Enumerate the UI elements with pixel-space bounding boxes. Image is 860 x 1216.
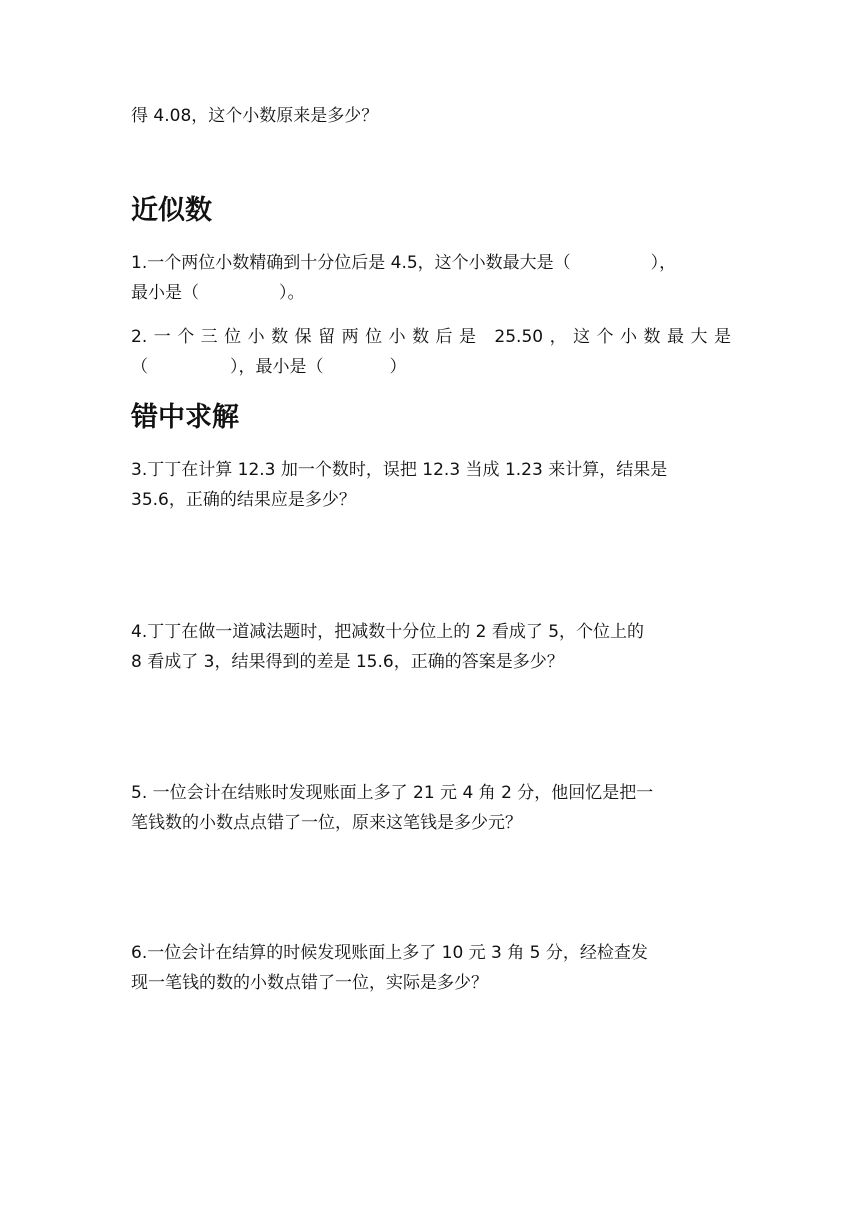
continued-question-line: 得 4.08，这个小数原来是多少？ xyxy=(131,106,379,126)
question-3-line-1: 3.丁丁在计算 12.3 加一个数时，误把 12.3 当成 1.23 来计算，结果是 xyxy=(131,460,668,480)
question-2-text: （ xyxy=(131,357,148,377)
question-5-line-2: 笔钱数的小数点点错了一位，原来这笔钱是多少元？ xyxy=(131,813,522,833)
question-4-line-2: 8 看成了 3，结果得到的差是 15.6，正确的答案是多少？ xyxy=(131,652,564,672)
question-2-text: ），最小是（ xyxy=(230,357,324,377)
question-1-text: 1.一个两位小数精确到十分位后是 4.5，这个小数最大是（ xyxy=(131,253,571,273)
question-2-line-1: 2.一个三位小数保留两位小数后是 25.50，这个小数最大是 xyxy=(131,327,731,347)
question-2-text-end: ） xyxy=(389,357,407,377)
question-1-text-end: ）， xyxy=(650,253,677,273)
question-1-line-1 xyxy=(131,251,731,275)
question-6-line-2: 现一笔钱的数的小数点错了一位，实际是多少？ xyxy=(131,973,488,993)
question-1-text-end: ）。 xyxy=(279,283,305,303)
section-heading-approximate: 近似数 xyxy=(131,195,212,226)
question-4-line-1: 4.丁丁在做一道减法题时，把减数十分位上的 2 看成了 5，个位上的 xyxy=(131,622,645,642)
question-2-line-2 xyxy=(131,355,731,379)
question-3-line-2: 35.6，正确的结果应是多少？ xyxy=(131,490,356,510)
question-1-text: 最小是（ xyxy=(131,283,199,303)
section-heading-error-solving: 错中求解 xyxy=(131,402,239,433)
question-1-line-2 xyxy=(131,281,731,305)
question-6-line-1: 6.一位会计在结算的时候发现账面上多了 10 元 3 角 5 分，经检查发 xyxy=(131,943,648,963)
question-5-line-1: 5. 一位会计在结账时发现账面上多了 21 元 4 角 2 分，他回忆是把一 xyxy=(131,783,654,803)
